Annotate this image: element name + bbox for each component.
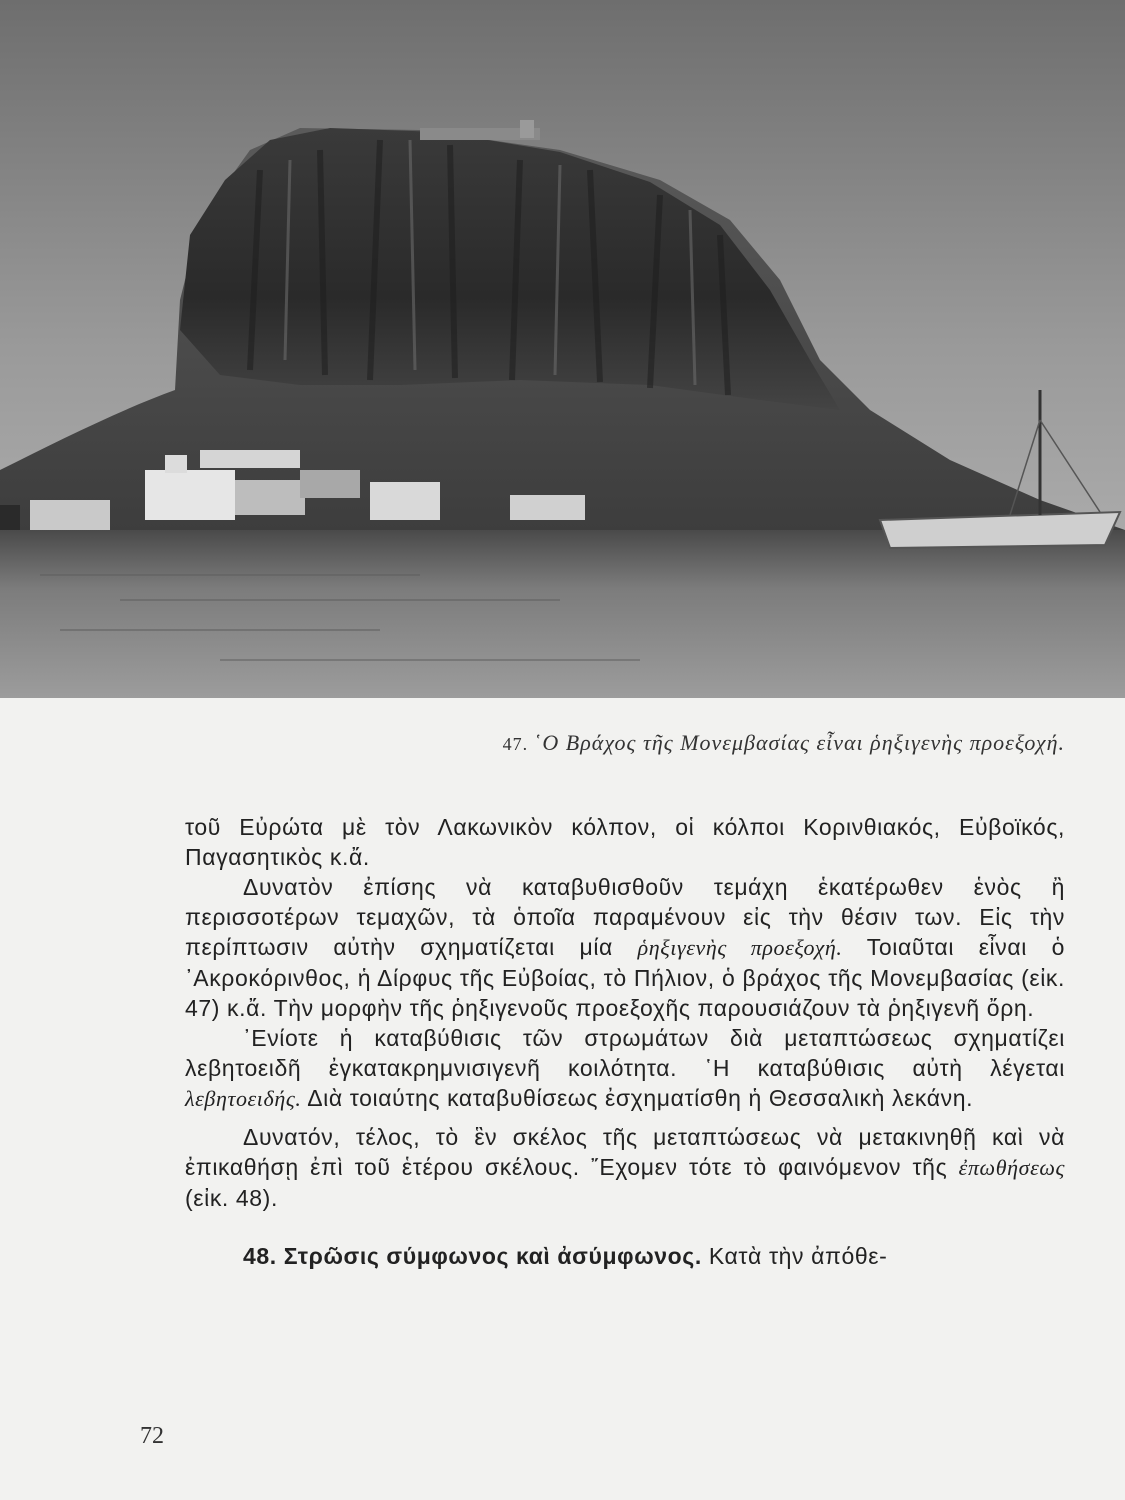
figure-caption-text: ῾Ο Βράχος τῆς Μονεμβασίας εἶναι ῥηξιγενὴς προεξοχή. <box>534 730 1065 755</box>
paragraph-4: Δυνατόν, τέλος, τὸ ἓν σκέλος τῆς μεταπτώσεως νὰ μετακινηθῇ καὶ νὰ ἐπικαθήσῃ ἐπὶ τοῦ ἑτέρου σκέλους. ῎Εχομεν τότε τὸ φαινόμενον τῆς ἐπωθήσεως (εἰκ. 48). <box>185 1124 1065 1211</box>
sea <box>0 530 1125 698</box>
rock-photograph-drawing <box>0 0 1125 698</box>
paragraph-1: τοῦ Εὐρώτα μὲ τὸν Λακωνικὸν κόλπον, οἱ κόλποι Κορινθιακός, Εὐβοϊκός, Παγασητικὸς κ.ἄ. <box>185 814 1065 870</box>
term-basin: λεβητοειδής. <box>185 1086 302 1111</box>
paragraph-2: Δυνατὸν ἐπίσης νὰ καταβυθισθοῦν τεμάχη ἑκατέρωθεν ἑνὸς ἢ περισσοτέρων τεμαχῶν, τὰ ὁποῖα παραμένουν εἰς τὴν θέσιν των. Εἰς τὴν περίπτωσιν αὐτὴν σχηματίζεται μία ῥηξιγενὴς προεξοχή. Τοιαῦται εἶναι ὁ ᾿Ακροκόρινθος, ἡ Δίρφυς τῆς Εὐβοίας, τὸ Πήλιον, ὁ βράχος τῆς Μονεμβασίας (εἰκ. 47) κ.ἄ. Τὴν μορφὴν τῆς ῥηξιγενοῦς προεξοχῆς παρουσιάζουν τὰ ῥηξιγενῆ ὄρη. <box>185 874 1066 1021</box>
page-number: 72 <box>140 1423 164 1449</box>
section-heading: 48. Στρῶσις σύμφωνος καὶ ἀσύμφωνος. <box>243 1243 702 1269</box>
term-thrust: ἐπωθήσεως <box>958 1155 1065 1180</box>
section-48: 48. Στρῶσις σύμφωνος καὶ ἀσύμφωνος. Κατὰ τὴν ἀπόθε- <box>243 1243 888 1269</box>
figure-number: 47. <box>502 734 529 754</box>
term-fault-horst: ῥηξιγενὴς προεξοχή. <box>637 935 843 960</box>
paragraph-3: ᾿Ενίοτε ἡ καταβύθισις τῶν στρωμάτων διὰ μεταπτώσεως σχηματίζει λεβητοειδῆ ἐγκατακρημνισιγενῆ κοιλότητα. ῾Η καταβύθισις αὐτὴ λέγεται λεβητοειδής. Διὰ τοιαύτης καταβυθίσεως ἐσχηματίσθη ἡ Θεσσαλικὴ λεκάνη. <box>185 1025 1065 1111</box>
body-text <box>185 812 1065 1271</box>
rock-photograph <box>0 0 1125 698</box>
figure-caption <box>503 730 1065 756</box>
